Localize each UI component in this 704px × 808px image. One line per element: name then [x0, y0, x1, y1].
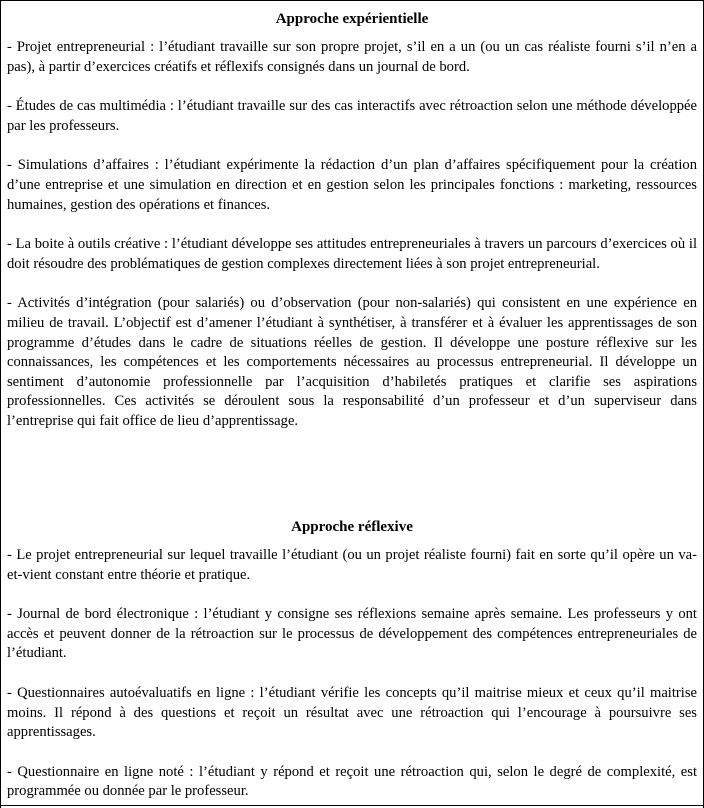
paragraph-projet-va-et-vient: - Le projet entrepreneurial sur lequel travaille l’étudiant (ou un projet réaliste fourni) fait en sorte qu’il opère un va-et-vient constant entre théorie et pratique.	[7, 547, 697, 583]
paragraph-simulations: - Simulations d’affaires : l’étudiant expérimente la rédaction d’un plan d’affaires spécifiquement pour la création d’une entreprise et une simulation en direction et en gestion selon les principales fonctions : marketing, ressources humaines, gestion des opérations et finances.	[7, 157, 697, 213]
paragraph-etudes-de-cas: - Études de cas multimédia : l’étudiant travaille sur des cas interactifs avec rétroaction selon une méthode développée par les professeurs.	[7, 98, 697, 134]
table-border-bottom	[0, 805, 704, 806]
section-experiential	[7, 9, 697, 432]
paragraph-projet-entrepreneurial: - Projet entrepreneurial : l’étudiant travaille sur son propre projet, s’il en a un (ou un cas réaliste fourni s’il n’en a pas), à partir d’exercices créatifs et réflexifs consignés dans un journal de bord.	[7, 39, 697, 75]
section-heading-reflexive: Approche réflexive	[291, 519, 413, 535]
section-reflexive	[7, 517, 697, 802]
section-heading-experiential: Approche expérientielle	[275, 11, 429, 27]
paragraph-activites-integration: - Activités d’intégration (pour salariés) ou d’observation (pour non-salariés) qui consistent en une expérience en milieu de travail. L’objectif est d’amener l’étudiant à synthétiser, à transférer et à évaluer les apprentissages de son programme d’études dans le cadre de situations réelles de gestion. Il développe une posture réflexive sur les connaissances, les compétences et les comportements nécessaires au processus entrepreneurial. Il développe un sentiment d’autonomie professionnelle par l’acquisition d’habiletés pratiques et clarifie ses aspirations professionnelles. Ces activités se déroulent sous la responsabilité d’un professeur et d’un superviseur dans l’entreprise qui fait office de lieu d’apprentissage.	[7, 295, 697, 429]
table-border-left	[0, 0, 1, 808]
paragraph-journal-de-bord: - Journal de bord électronique : l’étudiant y consigne ses réflexions semaine après semaine. Les professeurs y ont accès et peuvent donner de la rétroaction sur le processus de développement des compétences entrepreneuriales de l’étudiant.	[7, 606, 697, 662]
paragraph-questionnaire-note: - Questionnaire en ligne noté : l’étudiant y répond et reçoit une rétroaction qui, selon le degré de complexité, est programmée ou donnée par le professeur.	[7, 763, 697, 800]
paragraph-boite-a-outils: - La boite à outils créative : l’étudiant développe ses attitudes entrepreneuriales à travers un parcours d’exercices où il doit résoudre des problématiques de gestion complexes directement liées à son projet entrepreneurial.	[7, 236, 697, 272]
table-border-top	[0, 0, 704, 1]
paragraph-questionnaires-autoevaluatifs: - Questionnaires autoévaluatifs en ligne : l’étudiant vérifie les concepts qu’il maitrise mieux et ceux qu’il maitrise moins. Il répond à des questions et reçoit un résultat avec une rétroaction qui l’encourage à poursuivre ses apprentissages.	[7, 684, 697, 741]
